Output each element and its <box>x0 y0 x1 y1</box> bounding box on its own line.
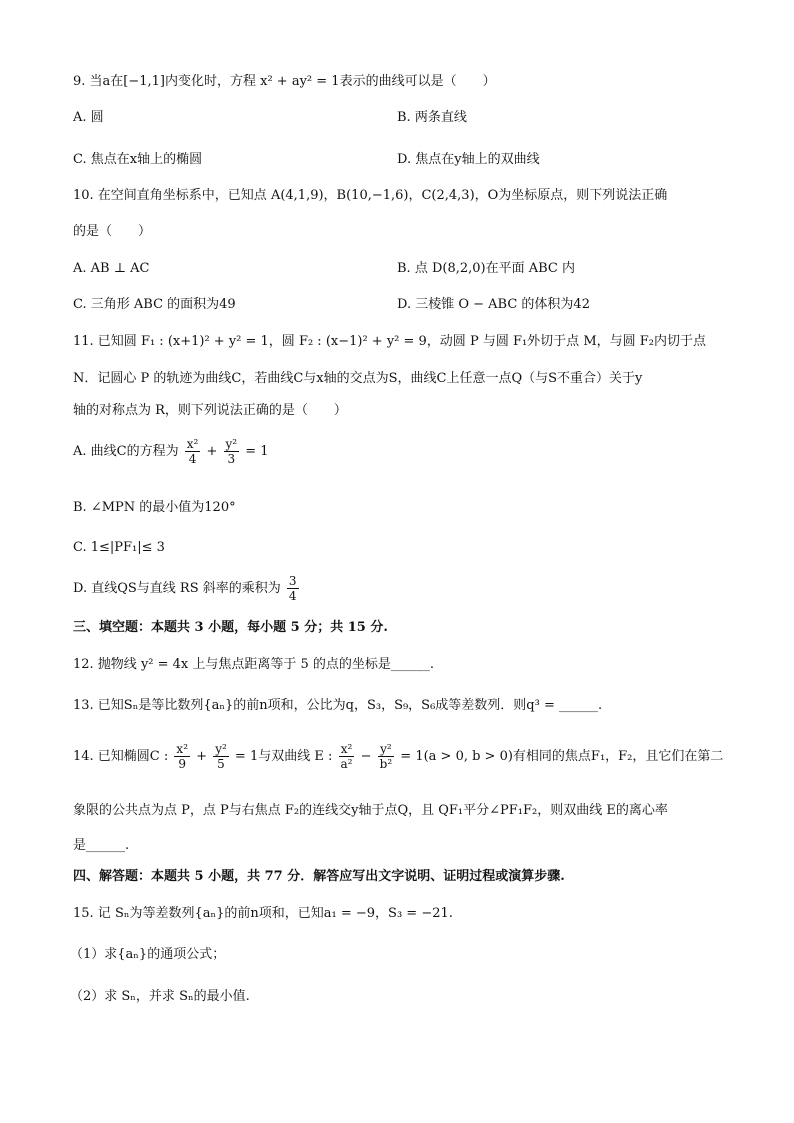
fraction-denominator: b² <box>379 757 393 771</box>
fraction-3-over-4 <box>287 574 299 603</box>
q11-option-b: B. ∠MPN 的最小值为120° <box>73 500 236 515</box>
q14-line2: 象限的公共点为点 P，点 P与右焦点 F₂的连线交y轴于点Q，且 QF₁平分∠PF₁F₂，则双曲线 E的离心率 <box>73 803 668 818</box>
fraction-numerator: y² <box>380 742 392 756</box>
q14-line1 <box>73 742 723 772</box>
q14-prefix: 14. 已知椭圆C : <box>73 749 169 764</box>
fraction-denominator: 4 <box>188 452 197 466</box>
fraction-denominator: 9 <box>178 757 187 771</box>
fraction-x2-over-4 <box>185 437 201 466</box>
q10-stem-line1: 10. 在空间直角坐标系中，已知点 A(4,1,9)，B(10,−1,6)，C(2,4,3)，O为坐标原点，则下列说法正确 <box>73 188 668 203</box>
q9-option-c: C. 焦点在x轴上的椭圆 <box>73 152 203 167</box>
q11-option-a <box>73 437 269 466</box>
q12-stem: 12. 抛物线 y² = 4x 上与焦点距离等于 5 的点的坐标是______. <box>73 657 435 672</box>
q14-line3: 是______. <box>73 838 130 853</box>
q11-option-c: C. 1≤|PF₁|≤ 3 <box>73 540 165 555</box>
fraction-x2-over-a2 <box>339 742 355 771</box>
section-3-heading: 三、填空题：本题共 3 小题，每小题 5 分；共 15 分. <box>73 620 388 635</box>
fraction-denominator: 3 <box>227 452 236 466</box>
q10-stem-line2: 的是（ ） <box>73 224 152 239</box>
fraction-numerator: x² <box>340 742 353 756</box>
fraction-numerator: x² <box>186 437 199 451</box>
q11-option-a-prefix: A. 曲线C的方程为 <box>73 444 179 459</box>
minus-sign: − <box>360 749 372 764</box>
q10-option-b: B. 点 D(8,2,0)在平面 ABC 内 <box>397 261 575 276</box>
fraction-denominator: 4 <box>288 589 297 603</box>
fraction-denominator: 5 <box>217 757 225 771</box>
q11-option-d <box>73 574 301 603</box>
section-4-heading: 四、解答题：本题共 5 小题，共 77 分．解答应写出文字说明、证明过程或演算步骤. <box>73 869 565 884</box>
fraction-y2-over-3 <box>224 437 240 466</box>
q14-middle-text: = 1与双曲线 E : <box>234 749 333 764</box>
q10-option-a: A. AB ⊥ AC <box>73 261 150 276</box>
q15-part-2: （2）求 Sₙ，并求 Sₙ的最小值. <box>70 989 250 1004</box>
plus-sign: + <box>196 749 208 764</box>
q9-stem: 9. 当a在[−1,1]内变化时，方程 x² + ay² = 1表示的曲线可以是（ ） <box>73 74 496 89</box>
q9-option-b: B. 两条直线 <box>397 110 467 125</box>
q15-stem: 15. 记 Sₙ为等差数列{aₙ}的前n项和，已知a₁ = −9，S₃ = −21. <box>73 906 453 921</box>
equation-rhs: = 1 <box>245 444 269 459</box>
plus-sign: + <box>206 444 218 459</box>
q11-stem-line3: 轴的对称点为 R，则下列说法正确的是（ ） <box>73 403 347 418</box>
fraction-numerator: 3 <box>288 574 297 588</box>
q13-stem: 13. 已知Sₙ是等比数列{aₙ}的前n项和，公比为q，S₃，S₉，S₆成等差数列．则q³ = ______. <box>73 698 603 713</box>
fraction-y2-over-b2 <box>378 742 395 771</box>
fraction-y2-over-5 <box>213 742 229 771</box>
q10-option-d: D. 三棱锥 O − ABC 的体积为42 <box>397 297 590 312</box>
fraction-numerator: y² <box>225 437 238 451</box>
q9-option-a: A. 圆 <box>73 110 104 125</box>
q11-stem-line2: N．记圆心 P 的轨迹为曲线C，若曲线C与x轴的交点为S，曲线C上任意一点Q（与S不重合）关于y <box>73 371 643 386</box>
q15-part-1: （1）求{aₙ}的通项公式； <box>70 947 226 962</box>
q10-option-c: C. 三角形 ABC 的面积为49 <box>73 297 236 312</box>
fraction-numerator: x² <box>176 742 188 756</box>
fraction-denominator: a² <box>340 757 353 771</box>
fraction-numerator: y² <box>215 742 227 756</box>
q9-option-d: D. 焦点在y轴上的双曲线 <box>397 152 540 167</box>
q11-option-d-prefix: D. 直线QS与直线 RS 斜率的乘积为 <box>73 581 281 596</box>
fraction-x2-over-9 <box>174 742 190 771</box>
q14-suffix-text: = 1(a > 0, b > 0)有相同的焦点F₁，F₂，且它们在第二 <box>400 749 724 764</box>
q11-stem-line1: 11. 已知圆 F₁ : (x+1)² + y² = 1，圆 F₂ : (x−1)² + y² = 9，动圆 P 与圆 F₁外切于点 M，与圆 F₂内切于点 <box>73 334 706 349</box>
